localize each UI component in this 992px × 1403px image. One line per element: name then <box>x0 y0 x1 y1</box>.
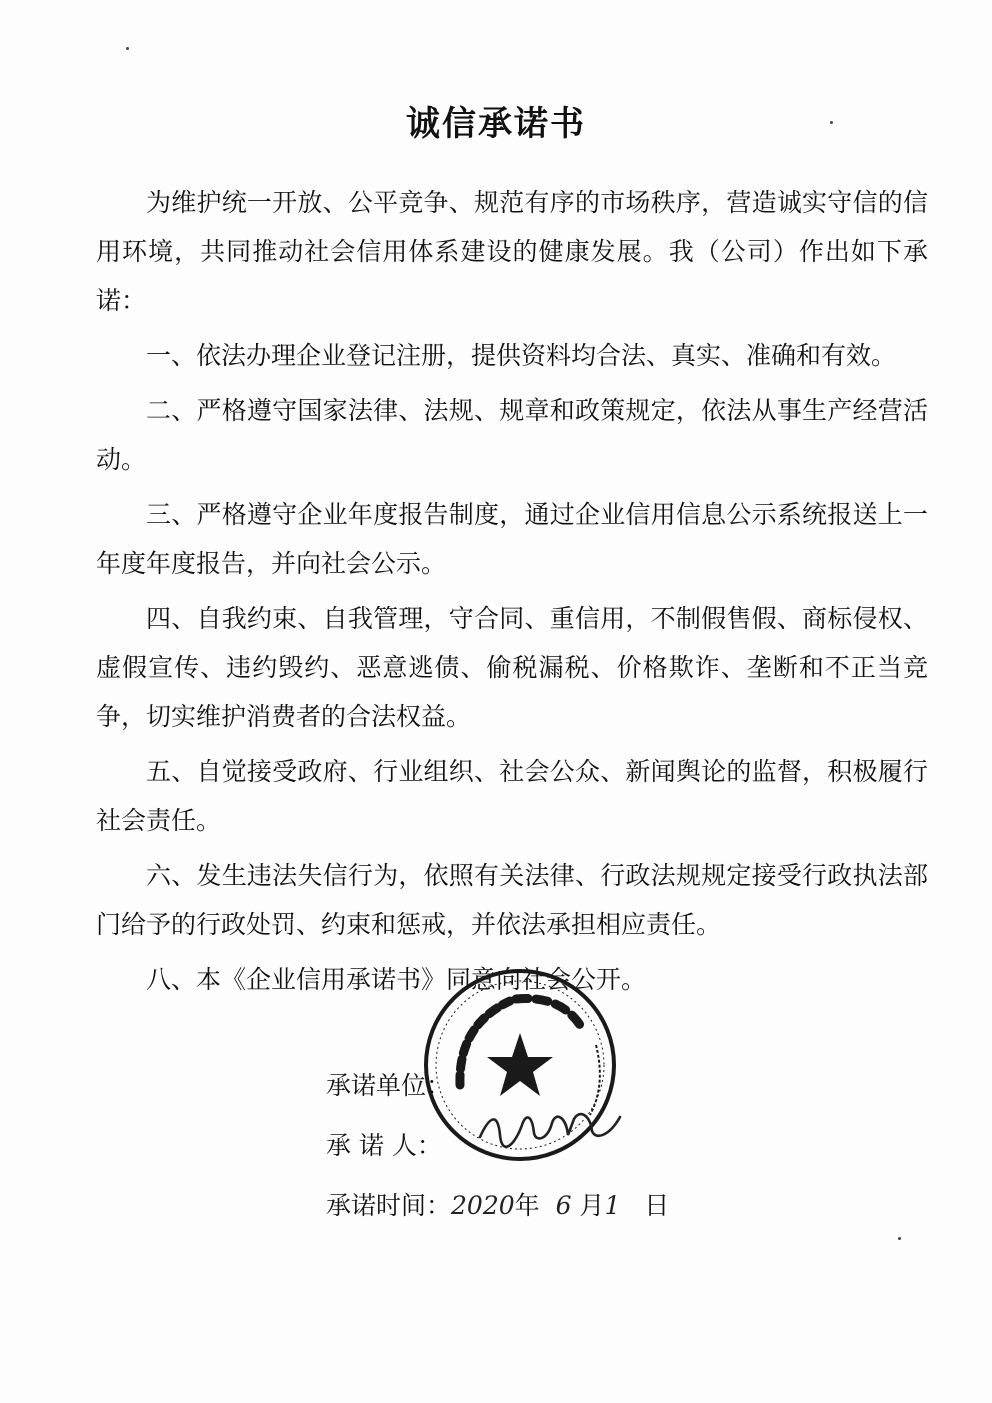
day-suffix: 日 <box>644 1191 670 1220</box>
promise-item-1: 一、依法办理企业登记注册，提供资料均合法、真实、准确和有效。 <box>146 341 897 370</box>
promise-item-3: 三、严格遵守企业年度报告制度，通过企业信用信息公示系统报送上一年度年度报告，并向社会公示。 <box>96 500 928 578</box>
handwritten-month: 6 <box>555 1191 572 1220</box>
promisor-row <box>326 1116 726 1176</box>
promise-item-4: 四、自我约束、自我管理，守合同、重信用，不制假售假、商标侵权、虚假宣传、违约毁约、恶意逃债、偷税漏税、价格欺诈、垄断和不正当竞争，切实维护消费者的合法权益。 <box>96 604 928 731</box>
promising-unit-row <box>326 1056 726 1116</box>
signature-block <box>326 1056 726 1236</box>
year-suffix: 年 <box>514 1191 540 1220</box>
promise-item-2: 二、严格遵守国家法律、法规、规章和政策规定，依法从事生产经营活动。 <box>96 396 928 474</box>
month-suffix: 月 <box>579 1191 605 1220</box>
document-title: 诚信承诺书 <box>406 104 586 144</box>
promisor-label: 承 诺 人： <box>326 1131 442 1160</box>
promise-date-row <box>326 1176 726 1236</box>
promise-date-label: 承诺时间： <box>326 1191 452 1220</box>
intro-paragraph: 为维护统一开放、公平竞争、规范有序的市场秩序，营造诚实守信的信用环境，共同推动社会信用体系建设的健康发展。我（公司）作出如下承诺： <box>96 188 928 315</box>
handwritten-day: 1 <box>604 1191 621 1220</box>
document-body <box>96 178 928 1004</box>
promising-unit-label: 承诺单位： <box>326 1071 452 1100</box>
promise-item-8: 八、本《企业信用承诺书》同意向社会公开。 <box>146 965 647 994</box>
handwritten-year: 2020 <box>451 1191 515 1220</box>
scan-speck <box>126 47 129 50</box>
promise-item-5: 五、自觉接受政府、行业组织、社会公众、新闻舆论的监督，积极履行社会责任。 <box>96 757 928 835</box>
promise-item-6: 六、发生违法失信行为，依照有关法律、行政法规规定接受行政执法部门给予的行政处罚、约束和惩戒，并依法承担相应责任。 <box>96 861 928 939</box>
scan-speck <box>898 1237 901 1240</box>
